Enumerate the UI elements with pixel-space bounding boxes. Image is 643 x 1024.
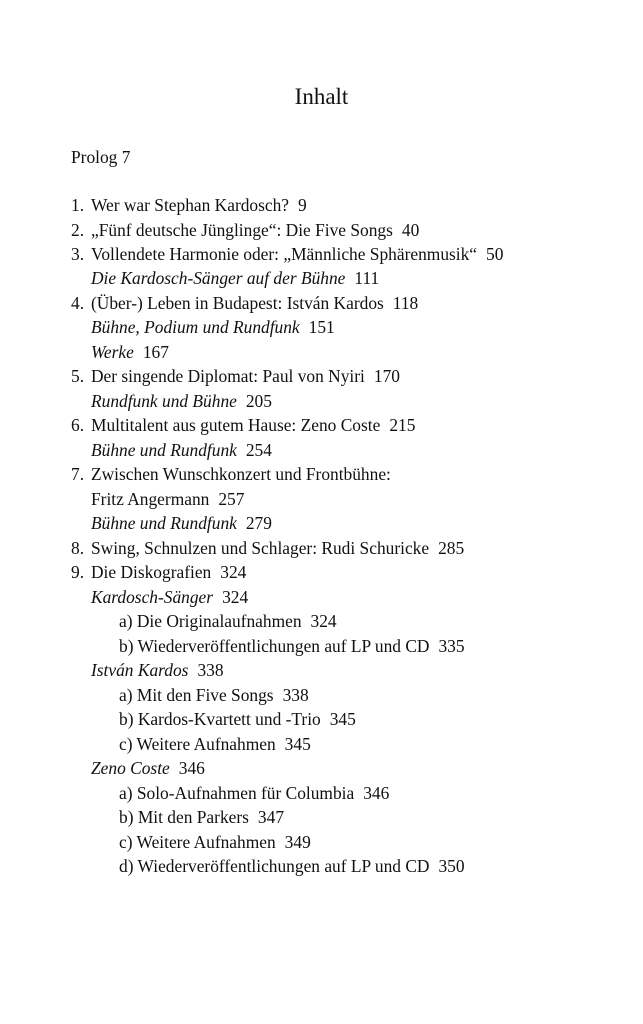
section-title: István Kardos: [91, 660, 189, 680]
subsection-title: b) Mit den Parkers: [119, 807, 249, 827]
subsection-title: d) Wiederveröffentlichungen auf LP und CD: [119, 856, 430, 876]
section-title: Werke: [91, 342, 134, 362]
chapter-title: „Fünf deutsche Jünglinge“: Die Five Songs: [91, 220, 393, 240]
toc-subsection: [119, 805, 284, 829]
chapter-title: Wer war Stephan Kardosch?: [91, 195, 290, 215]
toc-subsection: [119, 781, 389, 805]
toc-section: [91, 585, 248, 609]
page-number: 347: [257, 807, 285, 827]
chapter-number: 9.: [71, 562, 85, 582]
toc-section: [91, 389, 272, 413]
page-number: 205: [245, 391, 272, 411]
subsection-title: c) Weitere Aufnahmen: [119, 734, 276, 754]
section-title: Rundfunk und Bühne: [91, 391, 237, 411]
page-number: 151: [308, 317, 335, 337]
page-number: 257: [218, 489, 245, 509]
section-title: Die Kardosch-Sänger auf der Bühne: [91, 268, 346, 288]
page-number: 50: [486, 244, 504, 264]
page-number: 215: [389, 415, 416, 435]
chapter-title: Multitalent aus gutem Hause: Zeno Coste: [91, 415, 381, 435]
toc-chapter-2: [71, 218, 419, 242]
chapter-title: Fritz Angermann: [91, 489, 210, 509]
page-number: 324: [310, 611, 337, 631]
chapter-title: (Über-) Leben in Budapest: István Kardos: [91, 293, 384, 313]
toc-subsection: [119, 854, 465, 878]
toc-section: [91, 266, 379, 290]
toc-chapter-7-continued: [91, 487, 244, 511]
chapter-number: 1.: [71, 195, 85, 215]
page-number: 346: [363, 783, 390, 803]
chapter-number: 6.: [71, 415, 85, 435]
chapter-title: Zwischen Wunschkonzert und Frontbühne:: [91, 464, 391, 484]
toc-chapter-1: [71, 193, 307, 217]
chapter-number: 2.: [71, 220, 85, 240]
page-number: 118: [392, 293, 419, 313]
toc-section: [91, 340, 169, 364]
subsection-title: b) Wiederveröffentlichungen auf LP und CD: [119, 636, 430, 656]
toc-section: [91, 511, 272, 535]
section-title: Zeno Coste: [91, 758, 170, 778]
page-number: 346: [178, 758, 205, 778]
toc-chapter-4: [71, 291, 418, 315]
page-number: 324: [222, 587, 249, 607]
page-number: 350: [438, 856, 465, 876]
toc-section: [91, 438, 272, 462]
toc-subsection: [119, 634, 465, 658]
chapter-number: 4.: [71, 293, 85, 313]
toc-section: [91, 315, 335, 339]
toc-subsection: [119, 609, 337, 633]
page-number: 338: [282, 685, 309, 705]
chapter-title: Die Diskografien: [91, 562, 212, 582]
page-number: 254: [245, 440, 272, 460]
page-number: 279: [245, 513, 272, 533]
toc-subsection: [119, 830, 311, 854]
toc-prolog: [71, 145, 130, 169]
chapter-title: Vollendete Harmonie oder: „Männliche Sphärenmusik“: [91, 244, 478, 264]
prolog-label: Prolog: [71, 147, 118, 167]
chapter-number: 8.: [71, 538, 85, 558]
page-title: Inhalt: [294, 84, 349, 109]
section-title: Bühne und Rundfunk: [91, 513, 237, 533]
chapter-number: 5.: [71, 366, 85, 386]
toc-subsection: [119, 732, 311, 756]
page-number: 111: [354, 268, 380, 288]
subsection-title: a) Solo-Aufnahmen für Columbia: [119, 783, 355, 803]
prolog-page: 7: [121, 147, 131, 167]
page-number: 285: [438, 538, 465, 558]
page-number: 324: [220, 562, 247, 582]
toc-chapter-8: [71, 536, 464, 560]
subsection-title: a) Die Originalaufnahmen: [119, 611, 302, 631]
toc-section: [91, 756, 205, 780]
page-number: 345: [329, 709, 356, 729]
toc-chapter-7: [71, 462, 391, 486]
chapter-title: Der singende Diplomat: Paul von Nyiri: [91, 366, 365, 386]
chapter-number: 3.: [71, 244, 85, 264]
page-number: 170: [373, 366, 400, 386]
section-title: Bühne, Podium und Rundfunk: [91, 317, 300, 337]
toc-section: [91, 658, 224, 682]
page-number: 345: [284, 734, 311, 754]
chapter-number: 7.: [71, 464, 85, 484]
toc-chapter-5: [71, 364, 400, 388]
toc-chapter-3: [71, 242, 503, 266]
section-title: Kardosch-Sänger: [91, 587, 214, 607]
toc-subsection: [119, 683, 309, 707]
page-number: 335: [438, 636, 465, 656]
subsection-title: c) Weitere Aufnahmen: [119, 832, 276, 852]
page-number: 9: [298, 195, 307, 215]
toc-chapter-6: [71, 413, 415, 437]
subsection-title: b) Kardos-Kvartett und -Trio: [119, 709, 321, 729]
subsection-title: a) Mit den Five Songs: [119, 685, 274, 705]
page-number: 338: [197, 660, 224, 680]
toc-chapter-9: [71, 560, 246, 584]
page-number: 349: [284, 832, 311, 852]
section-title: Bühne und Rundfunk: [91, 440, 237, 460]
page-number: 167: [142, 342, 169, 362]
page-number: 40: [401, 220, 420, 240]
chapter-title: Swing, Schnulzen und Schlager: Rudi Schuricke: [91, 538, 430, 558]
toc-subsection: [119, 707, 356, 731]
